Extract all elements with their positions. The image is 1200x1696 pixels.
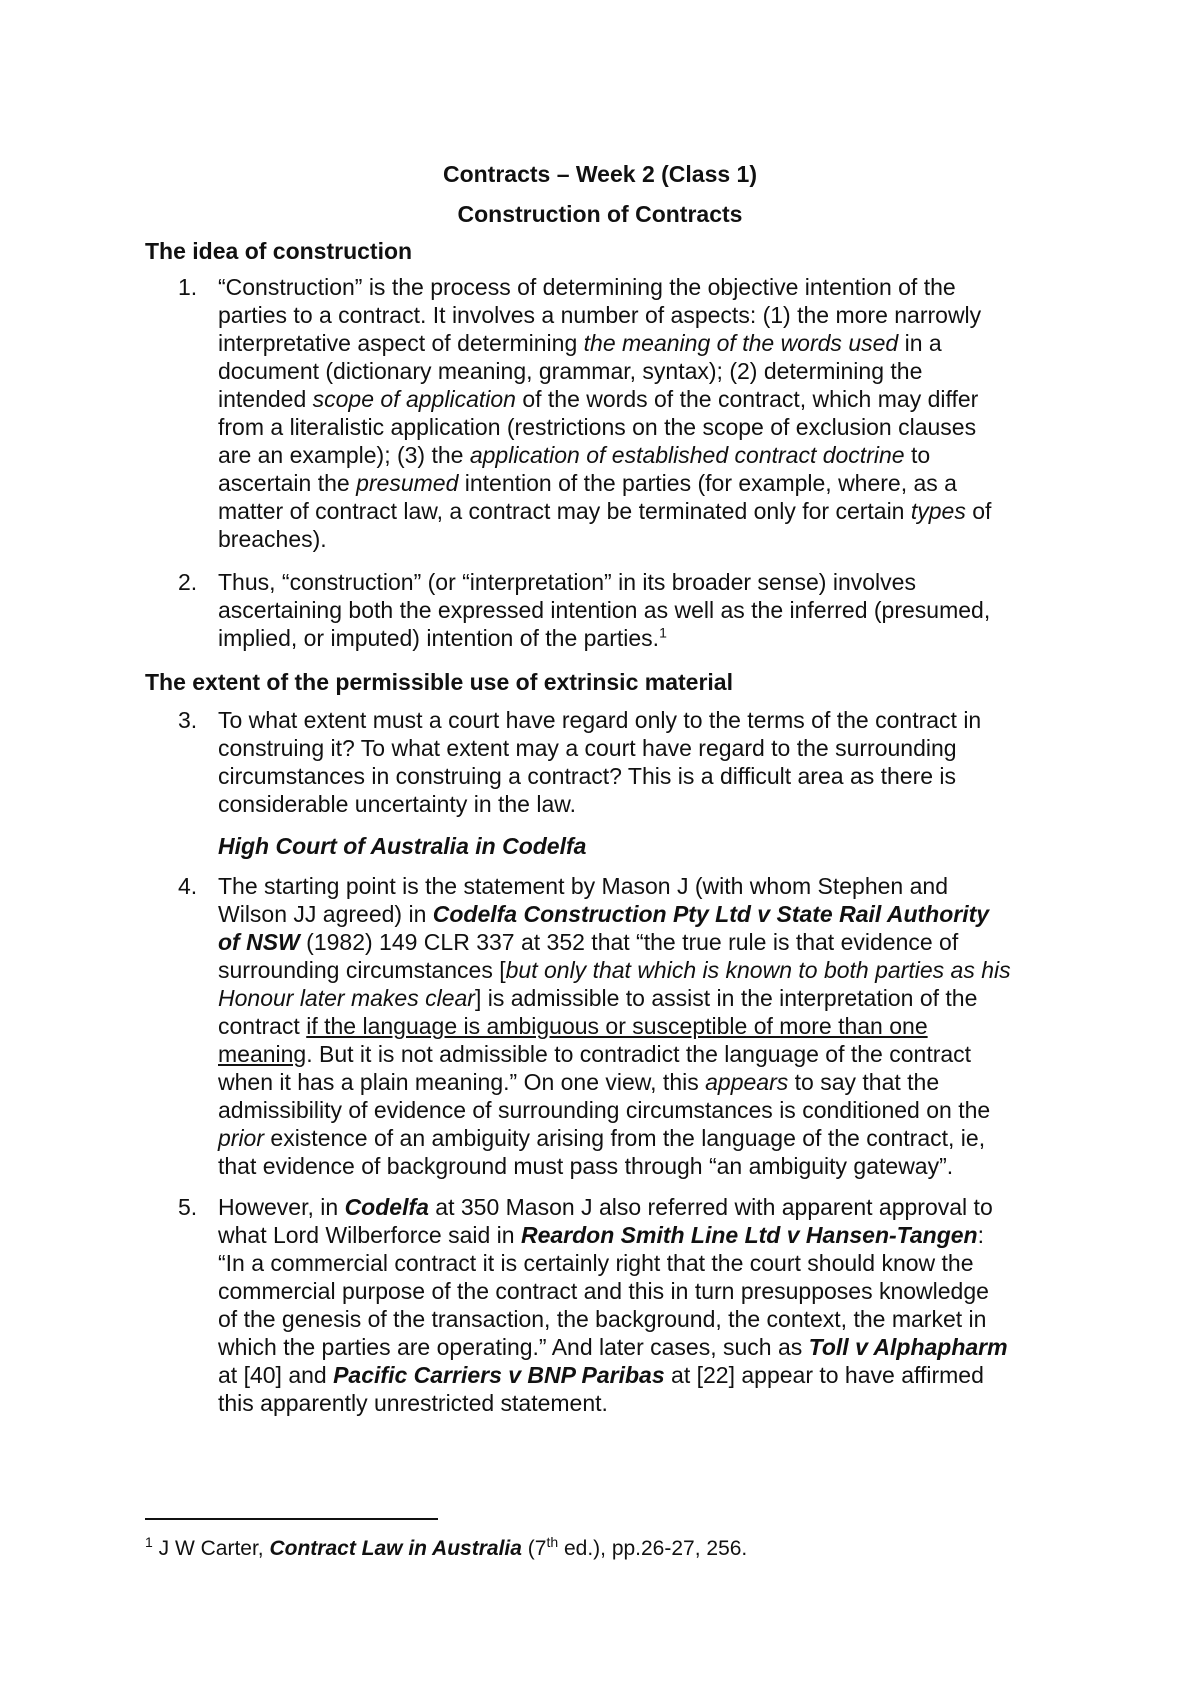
paragraph-4: 4. The starting point is the statement by Mason J (with whom Stephen and Wilson JJ agreed) in Codelfa Construction Pty Ltd v State Rail Authority of NSW (1982) 149 CLR 337 at 352 that “the true rule is that evidence of surrounding circumstances [but only that which is known to both parties as his Honour later makes clear] is admissible to assist in the interpretation of the contract if the language is ambiguous or susceptible of more than one meaning. But it is not admissible to contradict the language of the contract when it has a plain meaning.” On one view, this appears to say that the admissibility of evidence of surrounding circumstances is conditioned on the prior existence of an ambiguity arising from the language of the contract, ie, that evidence of background must pass through “an ambiguity gateway”. [178,873,1011,1179]
footnote-marker: 1 [145,1534,153,1550]
footnote-book-title: Contract Law in Australia [269,1537,522,1560]
paragraph-number: 1. [178,274,198,300]
paragraph-number: 5. [178,1194,198,1220]
paragraph-number: 4. [178,873,198,899]
document-title: Contracts – Week 2 (Class 1) [442,161,758,187]
document-subtitle: Construction of Contracts [457,201,743,227]
paragraph-5: 5. However, in Codelfa at 350 Mason J also referred with apparent approval to what Lord Wilberforce said in Reardon Smith Line Ltd v Hansen-Tangen: “In a commercial contract it is certainly right that the court should know the commercial purpose of the contract and this in turn presupposes knowledge of the genesis of the transaction, the background, the context, the market in which the parties are operating.” And later cases, such as Toll v Alphapharm at [40] and Pacific Carriers v BNP Paribas at [22] appear to have affirmed this apparently unrestricted statement. [178,1194,1008,1416]
footnote-1: $^1$ J W Carter, Contract Law in Australia (7th ed.), pp.26-27, 256. [145,1534,748,1560]
footnote-reference: 1 [659,624,667,641]
paragraph-3: 3. To what extent must a court have regard only to the terms of the contract in construing it? To what extent may a court have regard to the surrounding circumstances in construing a contract? This is a difficult area as there is considerable uncertainty in the law. [178,707,982,817]
paragraph-number: 3. [178,707,198,733]
footnote-separator [145,1518,438,1520]
paragraph-number: 2. [178,569,198,595]
paragraph-1: 1. “Construction” is the process of determining the objective intention of the parties to a contract. It involves a number of aspects: (1) the more narrowly interpretative aspect of determining the meaning of the words used in a document (dictionary meaning, grammar, syntax); (2) determining the intended scope of application of the words of the contract, which may differ from a literalistic application (restrictions on the scope of exclusion clauses are an example); (3) the application of established contract doctrine to ascertain the presumed intention of the parties (for example, where, as a matter of contract law, a contract may be terminated only for certain types of breaches). [178,274,992,552]
subheading-codelfa: High Court of Australia in Codelfa [218,833,587,859]
heading-extrinsic-material: The extent of the permissible use of extrinsic material [145,669,733,695]
heading-idea-of-construction: The idea of construction [145,238,413,264]
paragraph-2: 2. Thus, “construction” (or “interpretation” in its broader sense) involves ascertaining both the expressed intention as well as the inferred (presumed, implied, or imputed) intention of the parties.$^1$ [178,569,991,651]
